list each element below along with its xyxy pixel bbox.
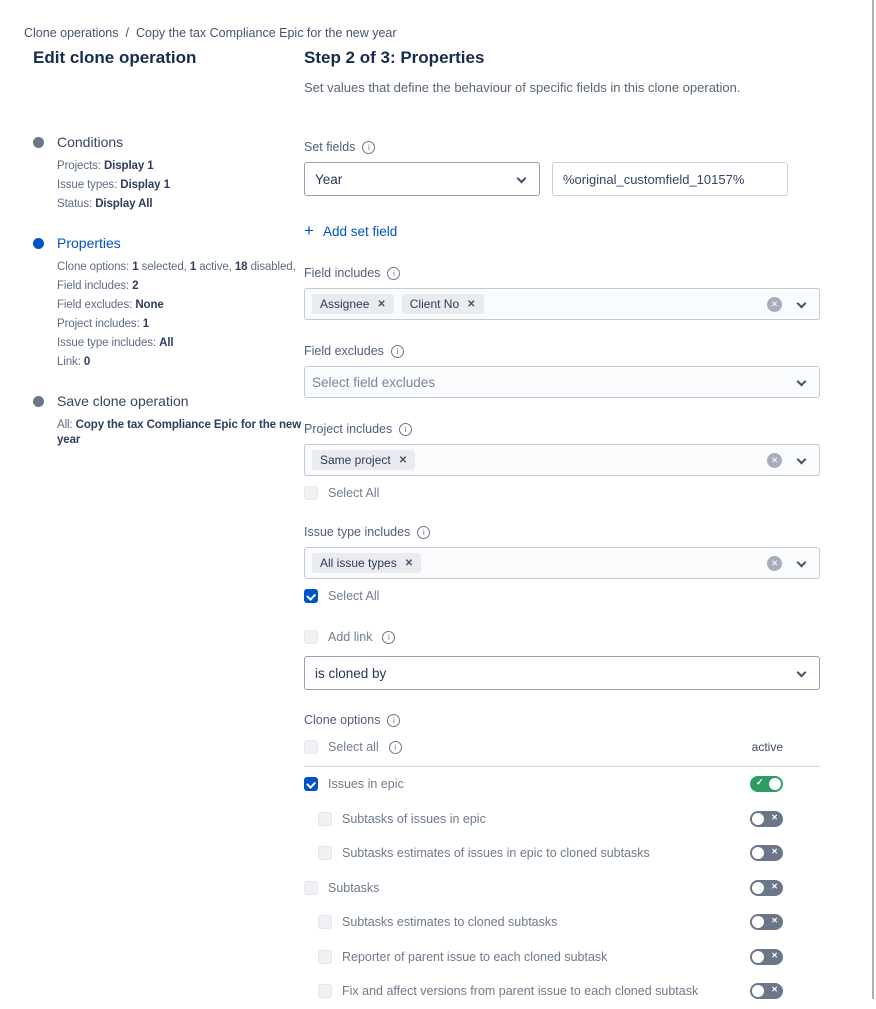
breadcrumb-separator: / <box>125 26 129 40</box>
clone-option-row <box>304 802 820 837</box>
remove-chip-icon[interactable]: ✕ <box>398 454 408 466</box>
breadcrumb-current: Copy the tax Compliance Epic for the new year <box>136 26 397 40</box>
toggle-knob <box>752 985 764 997</box>
info-icon[interactable]: i <box>387 267 400 280</box>
set-field-select-value: Year <box>315 171 343 187</box>
issue-type-includes-label: Issue type includes <box>304 525 411 539</box>
issue-type-includes-label-row <box>304 525 820 539</box>
remove-chip-icon[interactable]: ✕ <box>404 557 414 569</box>
clone-option-checkbox[interactable] <box>318 950 332 964</box>
select-all-checkbox[interactable] <box>304 740 318 754</box>
project-includes-label: Project includes <box>304 422 393 436</box>
clear-selection-icon[interactable]: ✕ <box>767 297 782 312</box>
step-detail-value: Display 1 <box>120 179 170 191</box>
clone-option-row <box>304 905 820 940</box>
chevron-down-icon[interactable] <box>797 668 807 678</box>
clone-option-row <box>304 974 820 1009</box>
chip-same-project <box>312 450 415 470</box>
step-detail-value: 1 <box>189 261 197 273</box>
set-fields-label: Set fields <box>304 140 356 154</box>
clone-option-checkbox[interactable] <box>318 812 332 826</box>
step-details <box>57 260 309 370</box>
field-excludes-group <box>304 344 820 398</box>
active-toggle[interactable] <box>750 880 783 896</box>
step-detail-value: Copy the tax Compliance Epic for the new year <box>57 419 302 446</box>
chevron-down-icon[interactable] <box>517 174 527 184</box>
step-detail-text: selected, <box>138 261 190 273</box>
clone-option-row <box>304 871 820 906</box>
step-details <box>57 418 309 448</box>
issue-type-includes-group <box>304 525 820 603</box>
clone-options-label: Clone options <box>304 713 381 727</box>
step-detail-line <box>57 317 309 332</box>
clone-option-left <box>304 950 607 964</box>
select-all-label: Select All <box>328 486 380 500</box>
clone-option-checkbox[interactable] <box>318 984 332 998</box>
step-label: Properties <box>57 235 121 251</box>
step-detail-value: 1 <box>142 318 150 330</box>
step-detail-line <box>57 197 309 212</box>
step-detail-line <box>57 355 309 370</box>
clone-option-left <box>304 812 486 826</box>
content-columns <box>24 47 876 1009</box>
chip-assignee <box>312 294 394 314</box>
chip-label: Same project <box>320 453 391 467</box>
toggle-knob <box>752 813 764 825</box>
step-detail-text: Status: <box>57 198 96 210</box>
add-link-label: Add link <box>328 630 373 644</box>
clone-option-label: Subtasks of issues in epic <box>342 811 486 826</box>
clone-option-label: Subtasks estimates of issues in epic to cloned subtasks <box>342 846 650 861</box>
step-detail-text: Issue types: <box>57 179 121 191</box>
step-detail-line <box>57 260 309 275</box>
step-detail-line <box>57 336 309 351</box>
step-detail-text: Field excludes: <box>57 299 136 311</box>
step-detail-value: 0 <box>83 356 91 368</box>
step-detail-value: All <box>159 337 174 349</box>
step-detail-value: 18 <box>234 261 248 273</box>
wizard-step-save-clone-operation <box>33 393 304 448</box>
link-type-select[interactable] <box>304 656 820 690</box>
project-includes-group <box>304 422 820 500</box>
info-icon[interactable]: i <box>417 526 430 539</box>
clone-option-checkbox[interactable] <box>304 777 318 791</box>
add-set-field-button[interactable] <box>304 223 397 239</box>
remove-chip-icon[interactable]: ✕ <box>377 298 386 310</box>
toggle-knob <box>752 882 764 894</box>
wizard-steps <box>33 134 304 448</box>
clone-option-row <box>304 767 820 802</box>
step-detail-text: Clone options: <box>57 261 133 273</box>
chevron-down-icon[interactable] <box>797 299 807 309</box>
wizard-step-conditions <box>33 134 304 212</box>
chip-label: All issue types <box>320 556 397 570</box>
step-label: Conditions <box>57 134 124 150</box>
chevron-down-icon[interactable] <box>797 558 807 568</box>
step-details <box>57 159 309 212</box>
toggle-knob <box>752 951 764 963</box>
wizard-step-header[interactable] <box>33 134 304 150</box>
chip-label: Client No <box>409 297 460 311</box>
field-excludes-label-row <box>304 344 820 358</box>
step-detail-line <box>57 418 309 448</box>
step-detail-line <box>57 279 309 294</box>
cross-icon: ✕ <box>771 916 778 926</box>
add-set-field-label: Add set field <box>322 223 398 239</box>
chevron-down-icon[interactable] <box>797 377 807 387</box>
info-icon[interactable]: i <box>362 141 375 154</box>
step-detail-text: Issue type includes: <box>57 337 160 349</box>
step-bullet-icon <box>33 137 44 148</box>
issue-type-includes-multiselect[interactable] <box>304 547 820 579</box>
wizard-step-properties <box>33 235 304 370</box>
info-icon[interactable]: i <box>382 631 395 644</box>
step-detail-value: None <box>135 299 164 311</box>
set-fields-row <box>304 162 820 196</box>
check-icon: ✓ <box>756 777 764 788</box>
chip-client-no <box>402 294 484 314</box>
set-field-value-input[interactable] <box>552 162 788 196</box>
clone-option-checkbox[interactable] <box>318 846 332 860</box>
step-detail-line <box>57 178 309 193</box>
clone-option-left <box>304 777 404 791</box>
clone-options-label-row <box>304 713 820 727</box>
chip-label: Assignee <box>320 297 370 311</box>
active-toggle[interactable] <box>750 776 783 792</box>
clone-option-label: Reporter of parent issue to each cloned subtask <box>342 949 608 964</box>
info-icon[interactable]: i <box>391 345 404 358</box>
chevron-down-icon[interactable] <box>797 455 807 465</box>
toggle-knob <box>752 916 764 928</box>
clone-option-checkbox[interactable] <box>304 881 318 895</box>
step-detail-text: All: <box>57 419 76 431</box>
field-includes-group <box>304 266 820 320</box>
step-detail-line <box>57 159 309 174</box>
window-right-edge <box>872 0 874 999</box>
step-detail-value: Display All <box>95 198 153 210</box>
wizard-sidebar <box>24 47 304 1009</box>
cross-icon: ✕ <box>771 881 778 891</box>
toggle-knob <box>752 847 764 859</box>
page-title: Edit clone operation <box>33 48 197 67</box>
clone-option-checkbox[interactable] <box>318 915 332 929</box>
breadcrumb-link-clone-operations[interactable]: Clone operations <box>24 26 119 40</box>
wizard-step-header[interactable] <box>33 393 304 409</box>
active-toggle[interactable] <box>750 949 783 965</box>
chip-all-issue-types <box>312 553 421 573</box>
step-detail-value: 1 <box>132 261 139 273</box>
clear-selection-icon[interactable]: ✕ <box>767 556 782 571</box>
select-all-label: Select all <box>328 740 379 754</box>
step-label: Save clone operation <box>57 393 189 409</box>
add-link-checkbox[interactable] <box>304 630 318 644</box>
project-includes-multiselect[interactable] <box>304 444 820 476</box>
clone-option-row <box>304 836 820 871</box>
clone-option-left <box>304 915 557 929</box>
step-title: Step 2 of 3: Properties <box>304 48 485 67</box>
toggle-knob <box>769 778 781 790</box>
field-excludes-multiselect[interactable] <box>304 366 820 398</box>
breadcrumb <box>24 26 876 40</box>
clone-option-row <box>304 940 820 975</box>
add-link-row <box>304 630 820 644</box>
active-toggle[interactable] <box>750 845 783 861</box>
step-detail-text: Link: <box>57 356 84 368</box>
active-column-header: active <box>751 740 783 754</box>
step-detail-text: disabled, <box>247 261 296 273</box>
active-toggle[interactable] <box>750 811 783 827</box>
set-fields-group <box>304 140 820 239</box>
issue-type-select-all-row <box>304 589 820 603</box>
main-panel <box>304 47 820 1009</box>
active-toggle[interactable] <box>750 914 783 930</box>
info-icon[interactable]: i <box>389 741 402 754</box>
plus-icon: + <box>304 221 314 240</box>
field-excludes-label: Field excludes <box>304 344 384 358</box>
active-toggle[interactable] <box>750 983 783 999</box>
step-detail-text: Projects: <box>57 160 104 172</box>
step-bullet-icon <box>33 238 44 249</box>
project-includes-label-row <box>304 422 820 436</box>
select-all-label: Select All <box>328 589 380 603</box>
step-detail-text: active, <box>196 261 235 273</box>
select-all-checkbox[interactable] <box>304 589 318 603</box>
clone-options-select-all-row <box>304 740 820 754</box>
field-includes-label: Field includes <box>304 266 381 280</box>
project-includes-select-all-row <box>304 486 820 500</box>
clone-option-left <box>304 846 650 860</box>
cross-icon: ✕ <box>771 985 778 995</box>
field-includes-label-row <box>304 266 820 280</box>
cross-icon: ✕ <box>771 847 778 857</box>
field-excludes-placeholder: Select field excludes <box>312 374 436 390</box>
set-fields-label-row <box>304 140 820 154</box>
step-subtitle: Set values that define the behaviour of specific fields in this clone operation. <box>304 80 741 95</box>
step-detail-value: 2 <box>132 280 139 292</box>
remove-chip-icon[interactable]: ✕ <box>467 298 476 310</box>
clone-option-label: Issues in epic <box>328 777 404 792</box>
clone-option-label: Subtasks estimates to cloned subtasks <box>342 915 558 930</box>
set-field-select[interactable] <box>304 162 540 196</box>
clone-option-left <box>304 881 379 895</box>
info-icon[interactable]: i <box>387 714 400 727</box>
cross-icon: ✕ <box>771 812 778 822</box>
clear-selection-icon[interactable]: ✕ <box>767 453 782 468</box>
step-detail-text: Project includes: <box>57 318 143 330</box>
step-detail-text: Field includes: <box>57 280 133 292</box>
clone-options-rows <box>304 767 820 1009</box>
cross-icon: ✕ <box>771 950 778 960</box>
clone-option-left <box>304 984 698 998</box>
clone-option-label: Subtasks <box>328 880 380 895</box>
clone-option-label: Fix and affect versions from parent issue to each cloned subtask <box>342 984 699 999</box>
step-detail-line <box>57 298 309 313</box>
select-all-checkbox[interactable] <box>304 486 318 500</box>
step-bullet-icon <box>33 396 44 407</box>
link-type-select-value: is cloned by <box>315 665 387 681</box>
clone-options-select-all-left <box>304 740 402 754</box>
step-detail-value: Display 1 <box>103 160 154 172</box>
wizard-step-header[interactable] <box>33 235 304 251</box>
clone-options-group <box>304 713 820 1009</box>
field-includes-multiselect[interactable] <box>304 288 820 320</box>
info-icon[interactable]: i <box>399 423 412 436</box>
